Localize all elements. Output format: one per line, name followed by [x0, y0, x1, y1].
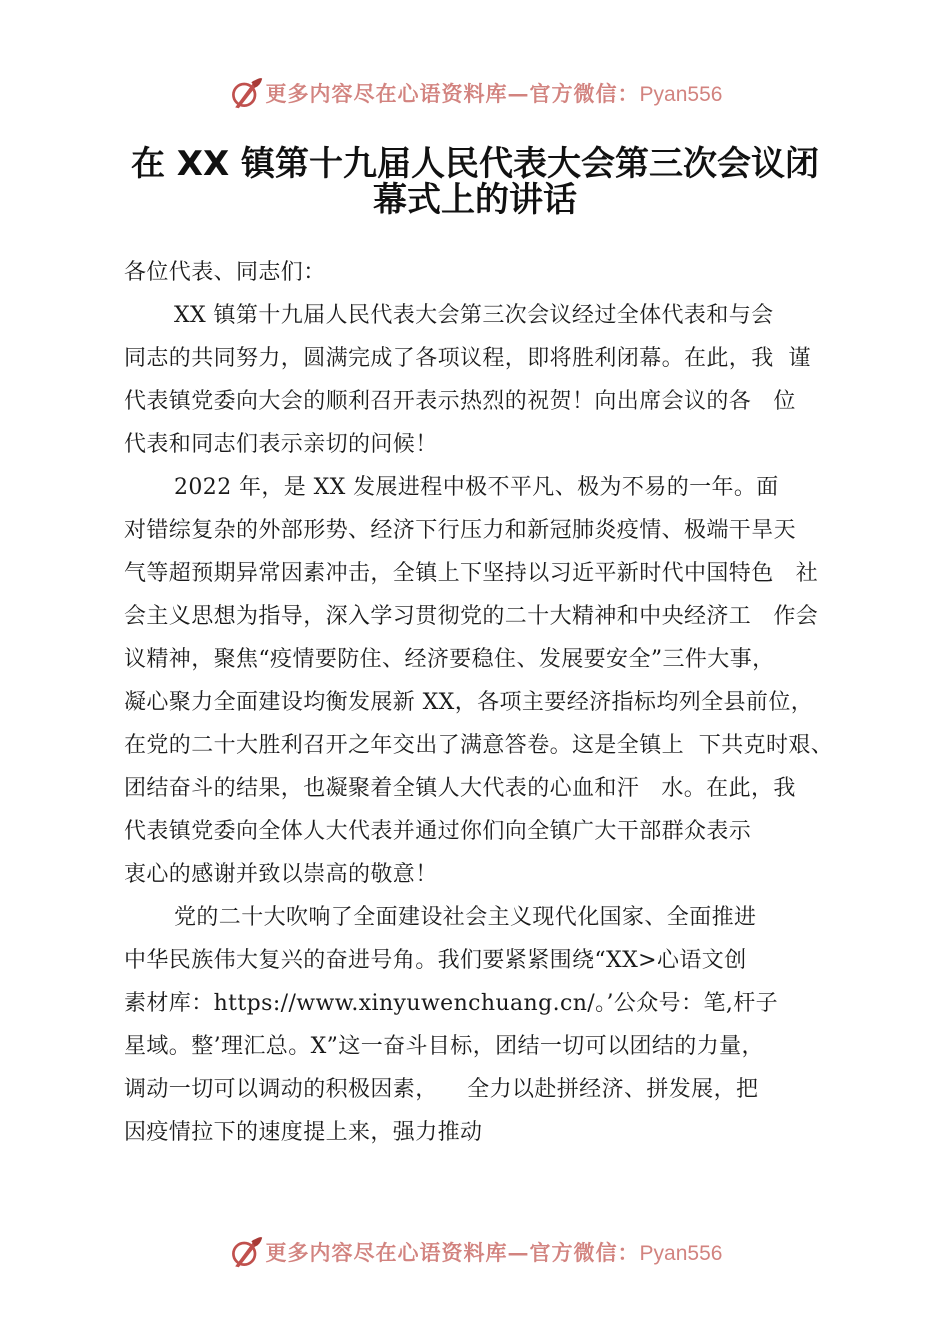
- watermark-text: 更多内容尽在心语资料库—官方微信：Pyan556: [265, 1240, 723, 1265]
- watermark-text: 更多内容尽在心语资料库—官方微信：Pyan556: [265, 81, 723, 106]
- text-line: 代表镇党委向大会的顺利召开表示热烈的祝贺！向出席会议的各 位: [124, 389, 796, 414]
- text-line: 星域。整’理汇总。X”这一奋斗目标，团结一切可以团结的力量，: [124, 1034, 764, 1059]
- title-line-2: 幕式上的讲话: [373, 180, 577, 220]
- text-line: 对错综复杂的外部形势、经济下行压力和新冠肺炎疫情、极端干旱天: [124, 518, 797, 543]
- quill-pen-logo-icon: [228, 75, 264, 111]
- header-watermark: [0, 73, 950, 113]
- text-line: 团结奋斗的结果，也凝聚着全镇人大代表的心血和汗 水。在此，我: [124, 776, 796, 801]
- text-line: 调动一切可以调动的积极因素， 全力以赴拼经济、拼发展，把: [124, 1077, 759, 1102]
- text-line: 在党的二十大胜利召开之年交出了满意答卷。这是全镇上 下共克时艰、: [124, 733, 834, 758]
- text-line: 衷心的感谢并致以崇高的敬意！: [124, 862, 438, 887]
- text-line: 同志的共同努力，圆满完成了各项议程，即将胜利闭幕。在此，我 谨: [124, 346, 811, 371]
- paragraph-3: [124, 901, 836, 1159]
- text-line: 气等超预期异常因素冲击，全镇上下坚持以习近平新时代中国特色 社: [124, 561, 819, 586]
- text-line: 代表和同志们表示亲切的问候！: [124, 432, 438, 457]
- text-line: 凝心聚力全面建设均衡发展新 XX，各项主要经济指标均列全县前位，: [124, 690, 814, 715]
- text-line: 代表镇党委向全体人大代表并通过你们向全镇广大干部群众表示: [124, 819, 752, 844]
- document-title: [80, 146, 870, 218]
- text-line: 党的二十大吹响了全面建设社会主义现代化国家、全面推进: [174, 905, 757, 930]
- title-line-1: 在 XX 镇第十九届人民代表大会第三次会议闭: [130, 144, 820, 184]
- text-line: 会主义思想为指导，深入学习贯彻党的二十大精神和中央经济工 作会: [124, 604, 819, 629]
- text-line: 议精神，聚焦“疫情要防住、经济要稳住、发展要安全”三件大事，: [124, 647, 775, 672]
- text-line: XX 镇第十九届人民代表大会第三次会议经过全体代表和与会: [174, 303, 774, 328]
- speech-body: [124, 256, 836, 1159]
- paragraph-1: [124, 299, 836, 471]
- text-line: 中华民族伟大复兴的奋进号角。我们要紧紧围绕“XX>心语文创: [124, 948, 747, 973]
- text-line: 因疫情拉下的速度提上来，强力推动: [124, 1120, 483, 1145]
- text-line: 素材库：https://www.xinyuwenchuang.cn/。’公众号：笔,杆子: [124, 991, 779, 1016]
- footer-watermark: [0, 1232, 950, 1272]
- quill-pen-logo-icon: [228, 1234, 264, 1270]
- salutation: 各位代表、同志们：: [124, 260, 326, 285]
- paragraph-2: [124, 471, 836, 901]
- text-line: 2022 年，是 XX 发展进程中极不平凡、极为不易的一年。面: [174, 475, 779, 500]
